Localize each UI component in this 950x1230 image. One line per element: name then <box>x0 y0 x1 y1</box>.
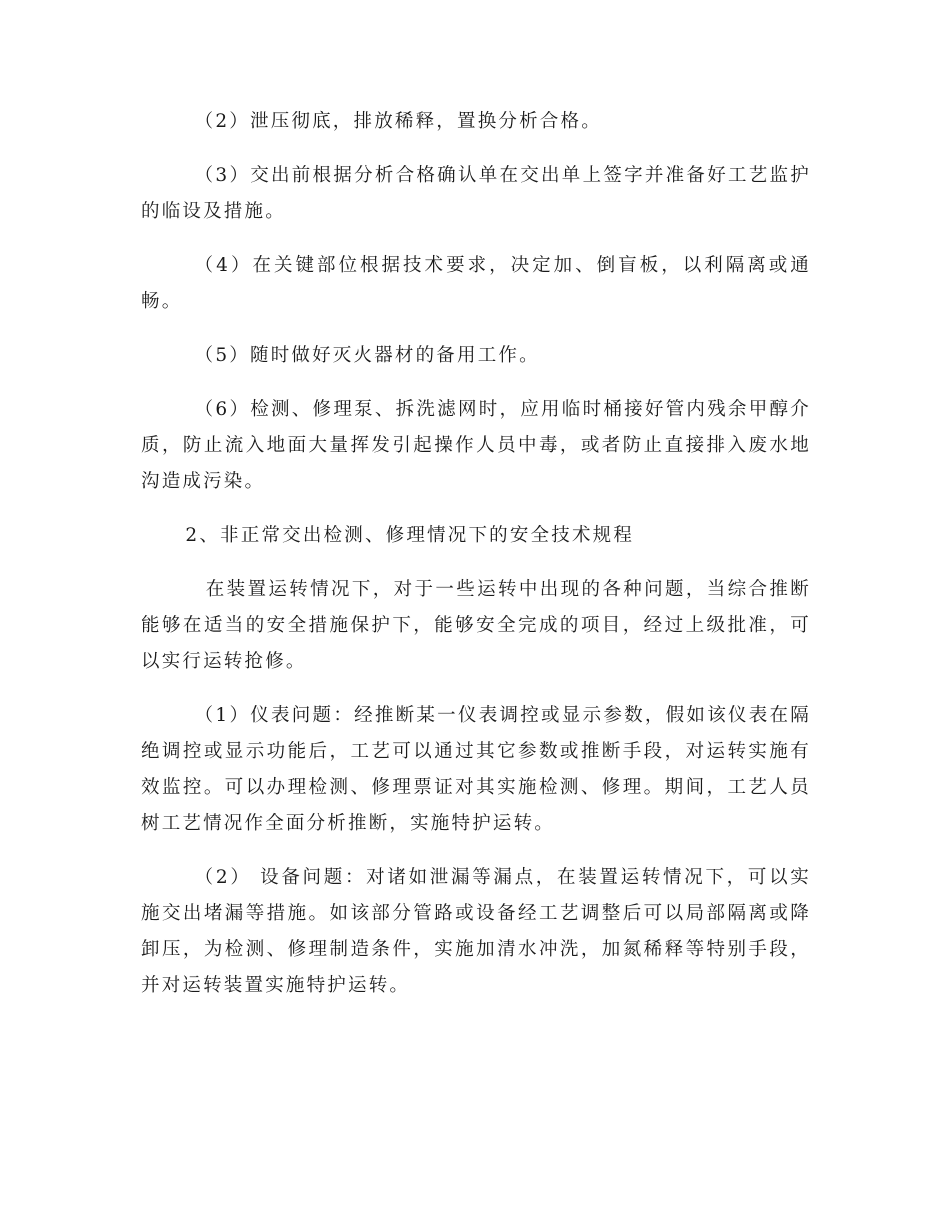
item-instrument-problem: （1）仪表问题：经推断某一仪表调控或显示参数，假如该仪表在隔绝调控或显示功能后，工艺可以通过其它参数或推断手段，对运转实施有效监控。可以办理检测、修理票证对其实施检测、修理。期间，工艺人员树工艺情况作全面分析推断，实施特护运转。 <box>141 705 811 834</box>
item-equipment-problem: （2） 设备问题：对诸如泄漏等漏点，在装置运转情况下，可以实施交出堵漏等措施。如该部分管路或设备经工艺调整后可以局部隔离或降卸压，为检测、修理制造条件，实施加清水冲洗，加氮稀释等特别手段，并对运转装置实施特护运转。 <box>141 867 811 996</box>
paragraph-item-5: （5）随时做好灭火器材的备用工作。 <box>194 345 540 366</box>
section-intro: 在装置运转情况下，对于一些运转中出现的各种问题，当综合推断能够在适当的安全措施保护下，能够安全完成的项目，经过上级批准，可以实行运转抢修。 <box>141 579 811 672</box>
section-heading: 2、非正常交出检测、修理情况下的安全技术规程 <box>185 525 635 546</box>
paragraph-item-3: （3）交出前根据分析合格确认单在交出单上签字并准备好工艺监护的临设及措施。 <box>141 165 811 222</box>
paragraph-item-2: （2）泄压彻底，排放稀释，置换分析合格。 <box>194 111 602 132</box>
paragraph-item-6: （6）检测、修理泵、拆洗滤网时，应用临时桶接好管内残余甲醇介质，防止流入地面大量挥发引起操作人员中毒，或者防止直接排入废水地沟造成污染。 <box>141 399 811 492</box>
document-body <box>141 104 811 1004</box>
paragraph-item-4: （4）在关键部位根据技术要求，决定加、倒盲板，以利隔离或通畅。 <box>141 255 811 312</box>
